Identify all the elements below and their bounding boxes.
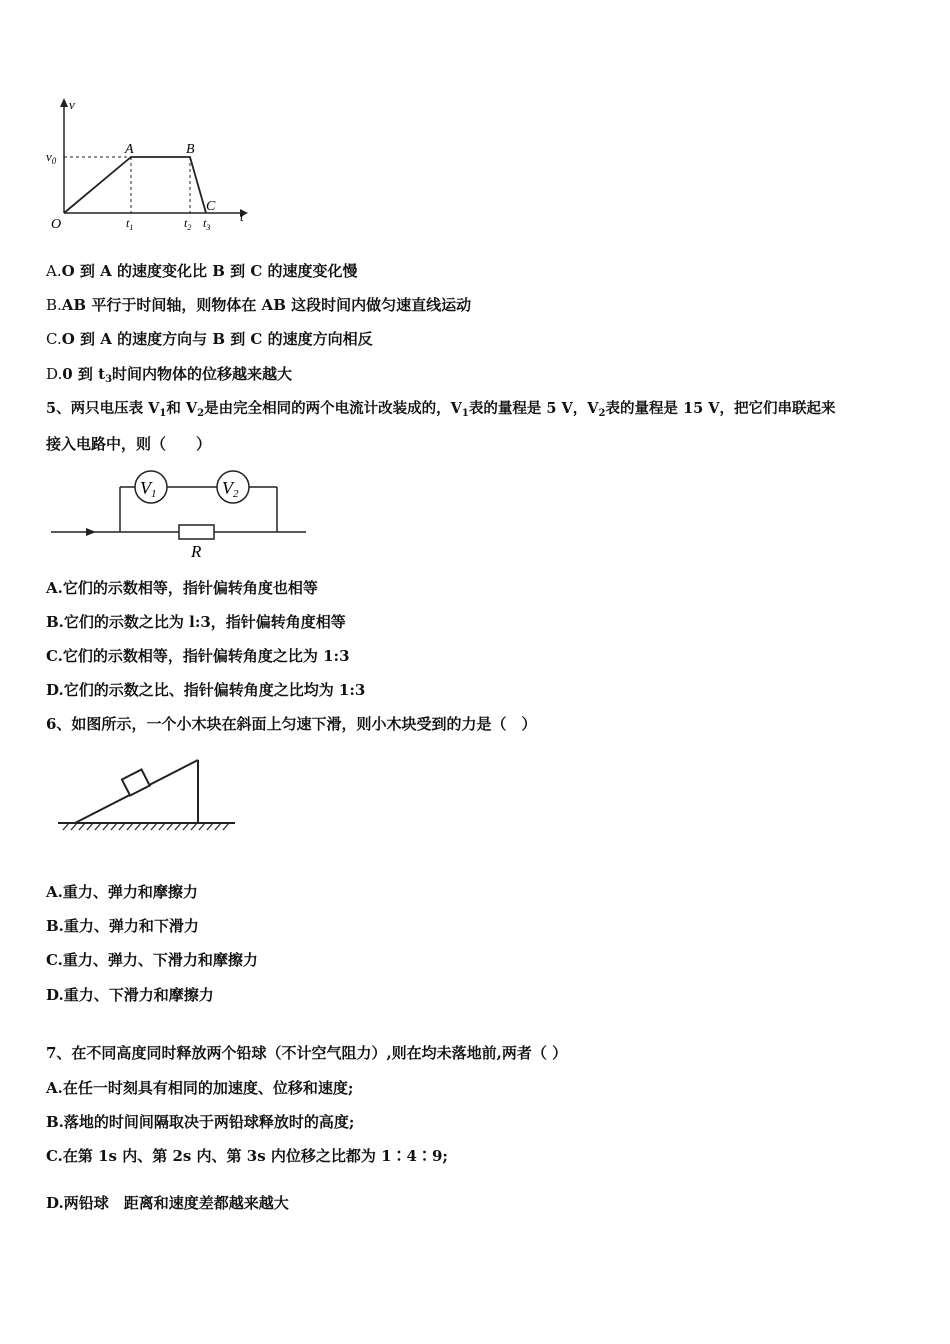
t-axis-label: t	[240, 209, 244, 224]
q6-stem: 6、如图所示，一个小木块在斜面上匀速下滑，则小木块受到的力是（ ）	[46, 715, 537, 733]
q5-option-a: A.它们的示数相等，指针偏转角度也相等	[46, 579, 318, 597]
q6-option-b: B.重力、弹力和下滑力	[46, 917, 199, 935]
t3-label: $t_3$	[203, 216, 211, 232]
resistor-icon	[179, 525, 214, 539]
q5-option-b: B.它们的示数之比为 l:3，指针偏转角度相等	[46, 613, 346, 631]
q6-option-d: D.重力、下滑力和摩擦力	[46, 986, 214, 1004]
q7-option-b: B.落地的时间间隔取决于两铅球释放时的高度;	[46, 1113, 355, 1131]
incline-block-figure	[55, 752, 240, 837]
q7-option-c: C.在第 1s 内、第 2s 内、第 3s 内位移之比都为 1∶4∶9;	[46, 1147, 448, 1165]
q4-option-c: C.O 到 A 的速度方向与 B 到 C 的速度方向相反	[46, 330, 373, 348]
q7-option-a: A.在任一时刻具有相同的加速度、位移和速度;	[46, 1079, 354, 1097]
velocity-time-graph	[40, 95, 260, 240]
t2-label: $t_2$	[184, 216, 192, 232]
point-b-label: B	[186, 142, 195, 157]
point-a-label: A	[125, 142, 134, 157]
t1-label: $t_1$	[126, 216, 134, 232]
current-arrow-icon	[86, 528, 96, 536]
q4-option-b: B.AB 平行于时间轴，则物体在 AB 这段时间内做匀速直线运动	[46, 296, 472, 314]
q6-option-a: A.重力、弹力和摩擦力	[46, 883, 198, 901]
velocity-curve	[64, 157, 206, 213]
q4-option-a: A.O 到 A 的速度变化比 B 到 C 的速度变化慢	[46, 262, 358, 280]
v0-label: $v_0$	[46, 149, 57, 166]
q7-stem: 7、在不同高度同时释放两个铅球（不计空气阻力）,则在均未落地前,两者（ ）	[46, 1044, 568, 1062]
voltmeter-circuit	[48, 465, 313, 565]
origin-label: O	[51, 217, 62, 232]
v2-label: V2	[222, 478, 239, 500]
v-axis-label: v	[69, 97, 75, 112]
q5-stem: 5、两只电压表 $V_1$和 $V_2$是由完全相同的两个电流计改装成的，$V_1$表的量程是 5 V，$V_2$表的量程是 15 V，把它们串联起来	[46, 400, 836, 419]
q5-option-c: C.它们的示数相等，指针偏转角度之比为 1:3	[46, 647, 350, 665]
q4-option-d: D.0 到 $t_3$时间内物体的位移越来越大	[46, 365, 293, 385]
v-axis-arrow-icon	[60, 98, 68, 107]
ground-hatching	[63, 823, 229, 830]
q6-option-c: C.重力、弹力、下滑力和摩擦力	[46, 951, 258, 969]
q7-option-d: D.两铅球 距离和速度差都越来越大	[46, 1194, 289, 1212]
point-c-label: C	[206, 199, 216, 214]
resistor-label: R	[191, 542, 202, 561]
v1-label: V1	[140, 478, 157, 500]
q5-option-d: D.它们的示数之比、指针偏转角度之比均为 1:3	[46, 681, 366, 699]
q5-stem-line2: 接入电路中，则（ ）	[46, 435, 212, 453]
wooden-block-icon	[122, 770, 150, 796]
